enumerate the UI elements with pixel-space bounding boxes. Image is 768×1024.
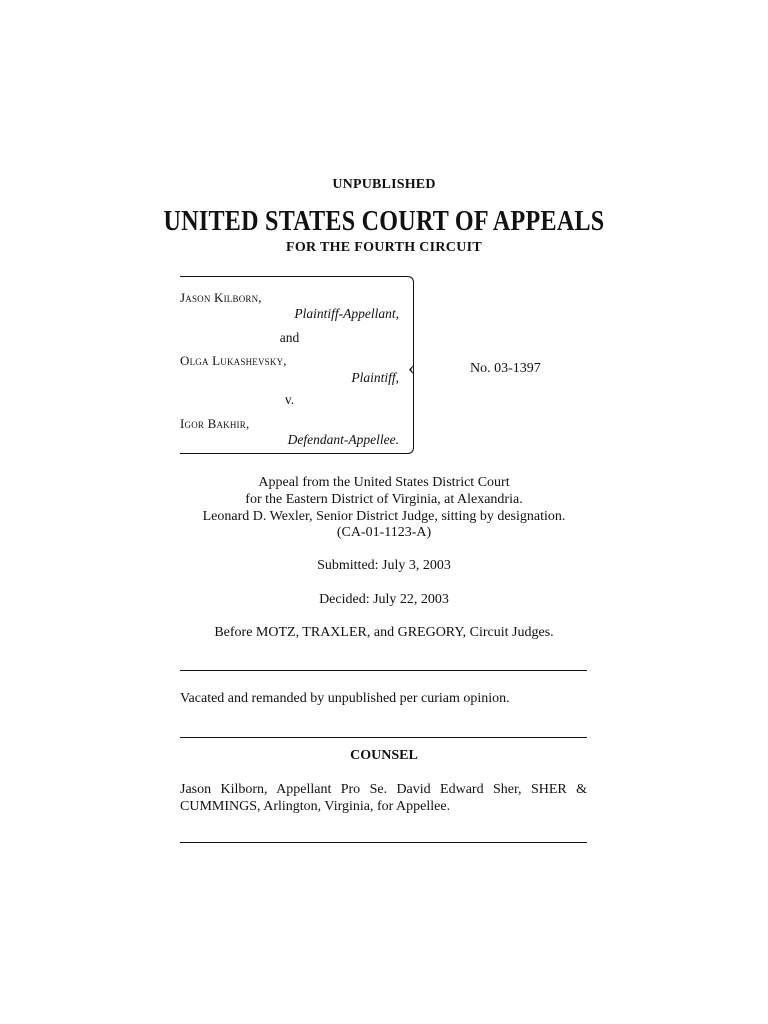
circuit-label: FOR THE FOURTH CIRCUIT (285, 240, 483, 255)
disposition: Vacated and remanded by unpublished per curiam opinion. (180, 691, 510, 706)
appeal-docket: (CA-01-1123-A) (336, 525, 432, 540)
party-plaintiff-role: Plaintiff, (351, 370, 399, 385)
caption-versus: v. (284, 392, 295, 407)
party-defendant-name: Igor Bakhir, (180, 416, 250, 431)
party-defendant-role: Defendant-Appellee. (287, 432, 399, 447)
appeal-line-3: Leonard D. Wexler, Senior District Judge, sitting by designation. (202, 509, 566, 524)
party-plaintiff-name: Olga Lukashevsky, (180, 353, 287, 368)
decided-date: Decided: July 22, 2003 (319, 592, 449, 607)
counsel-heading: COUNSEL (350, 748, 418, 763)
party-plaintiff-appellant-role: Plaintiff-Appellant, (294, 306, 399, 321)
party-plaintiff-appellant-name: Jason Kilborn, (180, 290, 262, 305)
unpublished-label: UNPUBLISHED (332, 177, 436, 192)
court-title: UNITED STATES COURT OF APPEALS (163, 206, 605, 237)
case-number: No. 03-1397 (470, 361, 541, 376)
submitted-date: Submitted: July 3, 2003 (317, 558, 451, 573)
brace-tip: ‹ (408, 357, 415, 379)
appeal-line-1: Appeal from the United States District Court (258, 475, 510, 490)
panel-judges: Before MOTZ, TRAXLER, and GREGORY, Circuit Judges. (214, 625, 554, 640)
caption-conjunction: and (279, 330, 300, 345)
divider-rule-3 (180, 842, 587, 843)
divider-rule-2 (180, 737, 587, 738)
counsel-text: Jason Kilborn, Appellant Pro Se. David Edward Sher, SHER & CUMMINGS, Arlington, Virginia, for Appellee. (180, 782, 587, 814)
appeal-line-2: for the Eastern District of Virginia, at Alexandria. (245, 492, 523, 507)
divider-rule-1 (180, 670, 587, 671)
